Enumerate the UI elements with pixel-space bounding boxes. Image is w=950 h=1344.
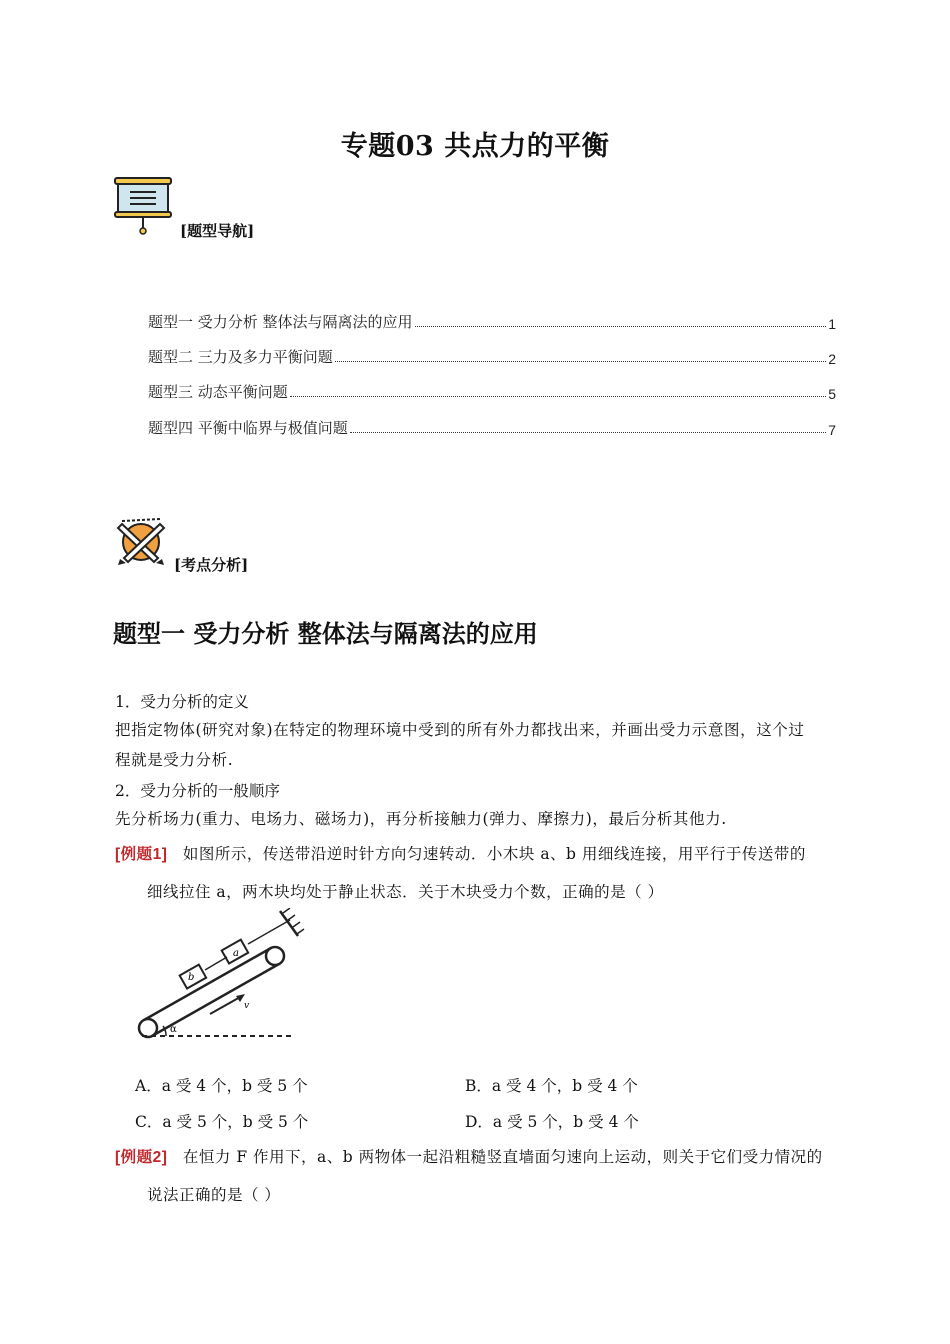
example1-text: 如图所示，传送带沿逆时针方向匀速转动．小木块 a、b 用细线连接，用平行于传送带的 — [182, 845, 806, 863]
block-a-label: a — [233, 948, 239, 959]
page-title: 专题03 共点力的平衡 — [340, 131, 610, 162]
order-text: 先分析场力(重力、电场力、磁场力)，再分析接触力(弹力、摩擦力)，最后分析其他力. — [115, 810, 727, 828]
option-d[interactable]: D．a 受 5 个，b 受 4 个 — [465, 1113, 639, 1131]
order-title: 2．受力分析的一般顺序 — [115, 782, 280, 800]
crossed-pencils-icon — [114, 516, 168, 566]
angle-label: α — [170, 1024, 177, 1035]
toc-page: 2 — [828, 351, 836, 367]
option-c[interactable]: C．a 受 5 个，b 受 5 个 — [135, 1113, 309, 1131]
example2-tag: [例题2] — [115, 1149, 168, 1166]
toc-item-3[interactable] — [148, 380, 836, 402]
toc-item-text: 题型一 受力分析 整体法与隔离法的应用 — [148, 313, 413, 331]
toc-item-2[interactable] — [148, 345, 836, 367]
analysis-badge-label: [考点分析] — [174, 556, 249, 574]
block-b-label: b — [188, 972, 195, 983]
toc-page: 1 — [828, 316, 836, 332]
toc-item-1[interactable] — [148, 310, 836, 332]
toc-item-text: 题型二 三力及多力平衡问题 — [148, 348, 333, 366]
toc-page: 7 — [828, 422, 836, 438]
toc-leader — [350, 432, 826, 433]
nav-badge-label: [题型导航] — [180, 222, 255, 240]
definition-text — [115, 715, 837, 775]
conveyor-belt-figure — [130, 908, 310, 1043]
definition-line: 把指定物体(研究对象)在特定的物理环境中受到的所有外力都找出来，并画出受力示意图，这个过 — [115, 721, 805, 739]
option-a[interactable]: A．a 受 4 个，b 受 5 个 — [135, 1077, 308, 1095]
example2-text: 在恒力 F 作用下，a、b 两物体一起沿粗糙竖直墙面匀速向上运动，则关于它们受力情况的 — [182, 1148, 823, 1166]
section-heading: 题型一 受力分析 整体法与隔离法的应用 — [113, 619, 538, 648]
example1-tag: [例题1] — [115, 846, 168, 863]
option-b[interactable]: B．a 受 4 个，b 受 4 个 — [465, 1077, 638, 1095]
example2-line1 — [115, 1145, 840, 1167]
toc-leader — [290, 396, 826, 397]
example2-line2: 说法正确的是（ ） — [147, 1186, 281, 1204]
definition-line: 程就是受力分析. — [115, 751, 234, 769]
example1-line2: 细线拉住 a，两木块均处于静止状态．关于木块受力个数，正确的是（ ） — [147, 883, 664, 901]
toc-item-text: 题型四 平衡中临界与极值问题 — [148, 419, 348, 437]
velocity-label: v — [244, 1001, 250, 1011]
toc-leader — [335, 361, 826, 362]
definition-title: 1．受力分析的定义 — [115, 693, 249, 711]
toc-item-text: 题型三 动态平衡问题 — [148, 383, 288, 401]
toc-leader — [415, 326, 827, 327]
toc-item-4[interactable] — [148, 416, 836, 438]
presentation-board-icon — [112, 176, 174, 236]
toc-page: 5 — [828, 386, 836, 402]
example1-line1 — [115, 842, 840, 864]
